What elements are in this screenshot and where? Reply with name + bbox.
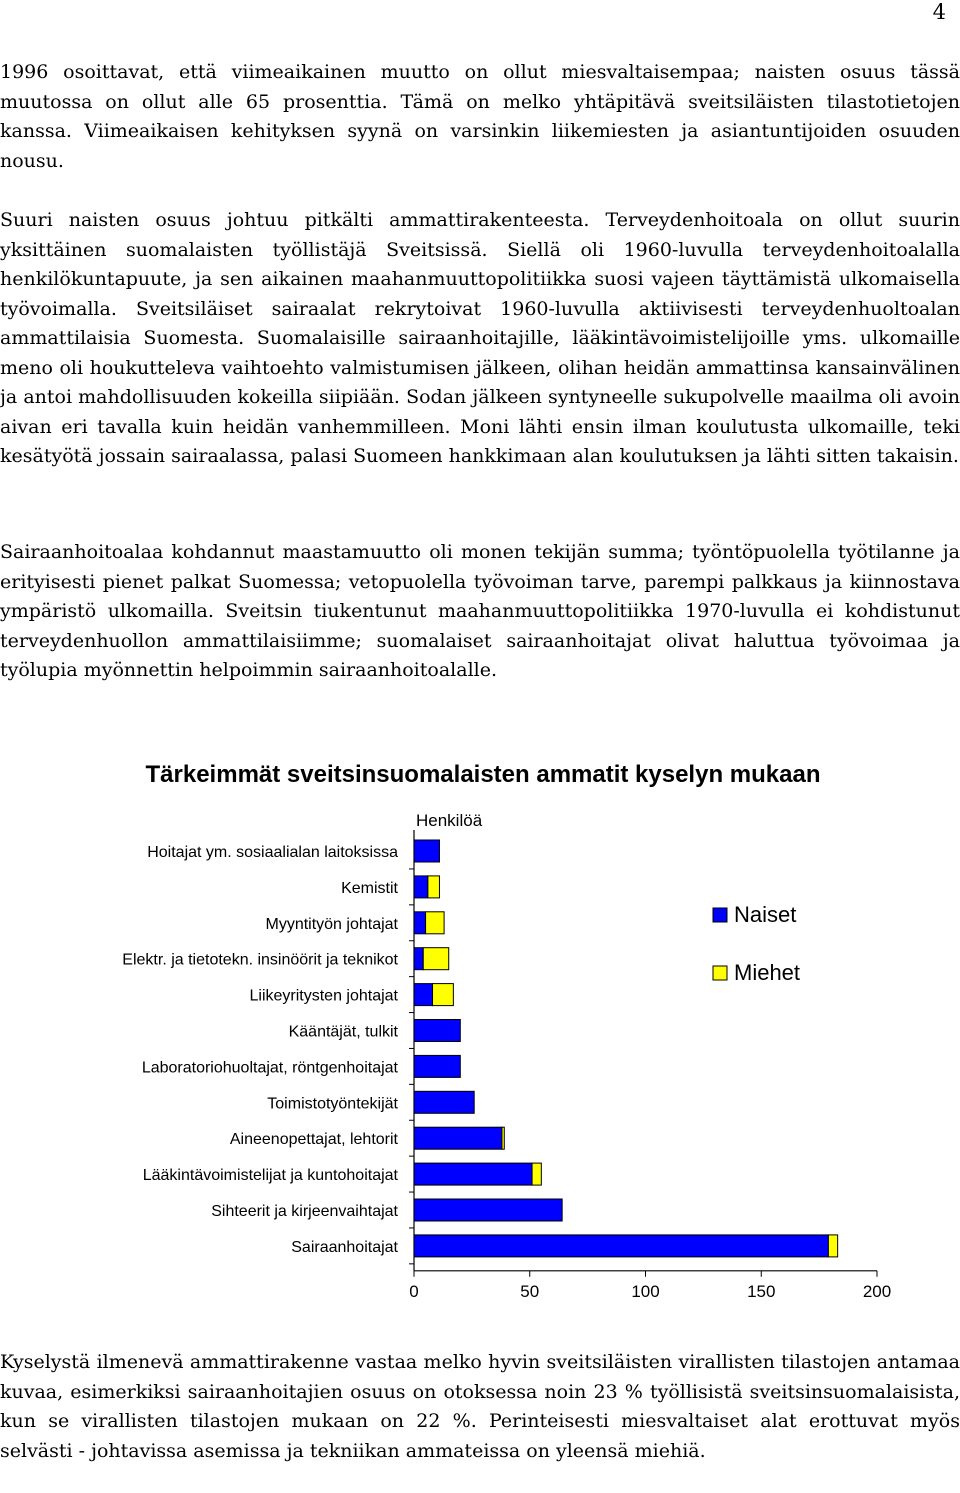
- category-label: Kääntäjät, tulkit: [288, 1023, 398, 1041]
- page-number: 4: [932, 0, 946, 24]
- category-label: Kemistit: [341, 879, 398, 897]
- paragraph-3: Sairaanhoitoalaa kohdannut maastamuutto oli monen tekijän summa; työntöpuolella työtilanne ja erityisesti pienet palkat Suomessa; vetopuolella työvoiman tarve, parempi palkkaus ja kiinnostava ympäristö ulkomailla. Sveitsin tiukentunut maahanmuuttopolitiikka 1970-luvulla ei kohdistunut terveydenhuollon ammattilaisiimme; suomalaiset sairaanhoitajat olivat haluttua työvoimaa ja työlupia myönnettin helpoimmin sairaanhoitoalalle.: [0, 541, 960, 681]
- x-tick-label: 200: [862, 1281, 892, 1301]
- category-label: Lääkintävoimistelijat ja kuntohoitajat: [142, 1167, 398, 1185]
- chart-title: Tärkeimmät sveitsinsuomalaisten ammatit kyselyn mukaan: [145, 761, 821, 788]
- bar-miehet: [428, 876, 440, 898]
- legend-swatch-miehet: [713, 966, 727, 980]
- bar-miehet: [423, 948, 448, 970]
- category-label: Aineenopettajat, lehtorit: [229, 1131, 398, 1149]
- bar-naiset: [414, 1199, 562, 1221]
- bar-naiset: [414, 1163, 532, 1185]
- legend-label-naiset: Naiset: [734, 902, 797, 927]
- category-label: Liikeyritysten johtajat: [249, 987, 398, 1005]
- paragraph-4: Kyselystä ilmenevä ammattirakenne vastaa melko hyvin sveitsiläisten virallisten tilastojen antamaa kuvaa, esimerkiksi sairaanhoitajien osuus on otoksessa noin 23 % työllisistä sveitsinsuomalaisista, kun se virallisten tilastojen mukaan on 22 %. Perinteisesti miesvaltaiset alat erottuvat myös selvästi - johtavissa asemissa ja tekniikan ammateissa on yleensä miehiä.: [0, 1351, 960, 1462]
- category-label: Hoitajat ym. sosiaalialan laitoksissa: [147, 844, 398, 861]
- x-tick-label: 100: [631, 1281, 660, 1301]
- bar-miehet: [828, 1235, 837, 1257]
- axis-unit-label: Henkilöä: [416, 811, 483, 830]
- bar-naiset: [414, 876, 428, 898]
- x-tick-label: 150: [747, 1281, 776, 1301]
- bar-naiset: [414, 984, 433, 1006]
- category-label: Sairaanhoitajat: [291, 1238, 398, 1256]
- bar-naiset: [414, 1091, 474, 1113]
- bar-miehet: [502, 1127, 504, 1149]
- bar-naiset: [414, 1235, 828, 1257]
- category-label: Laboratoriohuoltajat, röntgenhoitajat: [141, 1059, 398, 1077]
- bar-naiset: [414, 1020, 460, 1042]
- legend-label-miehet: Miehet: [734, 960, 801, 985]
- bar-miehet: [426, 912, 445, 934]
- x-tick-label: 50: [520, 1281, 540, 1301]
- category-label: Elektr. ja tietotekn. insinöörit ja teknikot: [122, 951, 398, 969]
- bar-naiset: [414, 1127, 502, 1149]
- category-label: Toimistotyöntekijät: [267, 1095, 398, 1113]
- occupations-chart-svg: [0, 748, 960, 1318]
- paragraph-2: Suuri naisten osuus johtuu pitkälti ammattirakenteesta. Terveydenhoitoala on ollut suurin yksittäinen suomalaisten työllistäjä Sveitsissä. Siellä oli 1960-luvulla terveydenhoitoalalla henkilökuntapuute, ja sen aikainen maahanmuuttopolitiikka suosi vajeen täyttämistä ulkomaisella työvoimalla. Sveitsiläiset sairaalat rekrytoivat 1960-luvulla aktiivisesti terveydenhuoltoalan ammattilaisia Suomesta. Suomalaisille sairaanhoitajille, lääkintävoimistelijoille yms. ulkomaille meno oli houkutteleva vaihtoehto valmistumisen jälkeen, olihan heidän ammattinsa kansainvälinen ja antoi mahdollisuuden kokeilla siipiään. Sodan jälkeen syntyneelle sukupolvelle maailma oli avoin aivan eri tavalla kuin heidän vanhemmilleen. Moni lähti ensin ilman koulutusta ulkomaille, teki kesätyötä jossain sairaalassa, palasi Suomeen hankkimaan alan koulutuksen ja lähti sitten takaisin.: [0, 209, 960, 467]
- x-tick-label: 0: [409, 1281, 419, 1301]
- paragraph-1: 1996 osoittavat, että viimeaikainen muutto on ollut miesvaltaisempaa; naisten osuus tässä muutossa on ollut alle 65 prosenttia. Tämä on melko yhtäpitävä sveitsiläisten tilastotietojen kanssa. Viimeaikaisen kehityksen syynä on varsinkin liikemiesten ja asiantuntijoiden osuuden nousu.: [0, 61, 960, 172]
- bar-naiset: [414, 912, 426, 934]
- category-label: Myyntityön johtajat: [265, 915, 398, 933]
- category-label: Sihteerit ja kirjeenvaihtajat: [211, 1203, 398, 1220]
- bar-naiset: [414, 948, 423, 970]
- bar-naiset: [414, 1055, 460, 1077]
- bar-naiset: [414, 840, 439, 862]
- occupations-chart: [0, 748, 960, 1318]
- legend-swatch-naiset: [713, 908, 727, 922]
- bar-miehet: [532, 1163, 541, 1185]
- bar-miehet: [433, 984, 454, 1006]
